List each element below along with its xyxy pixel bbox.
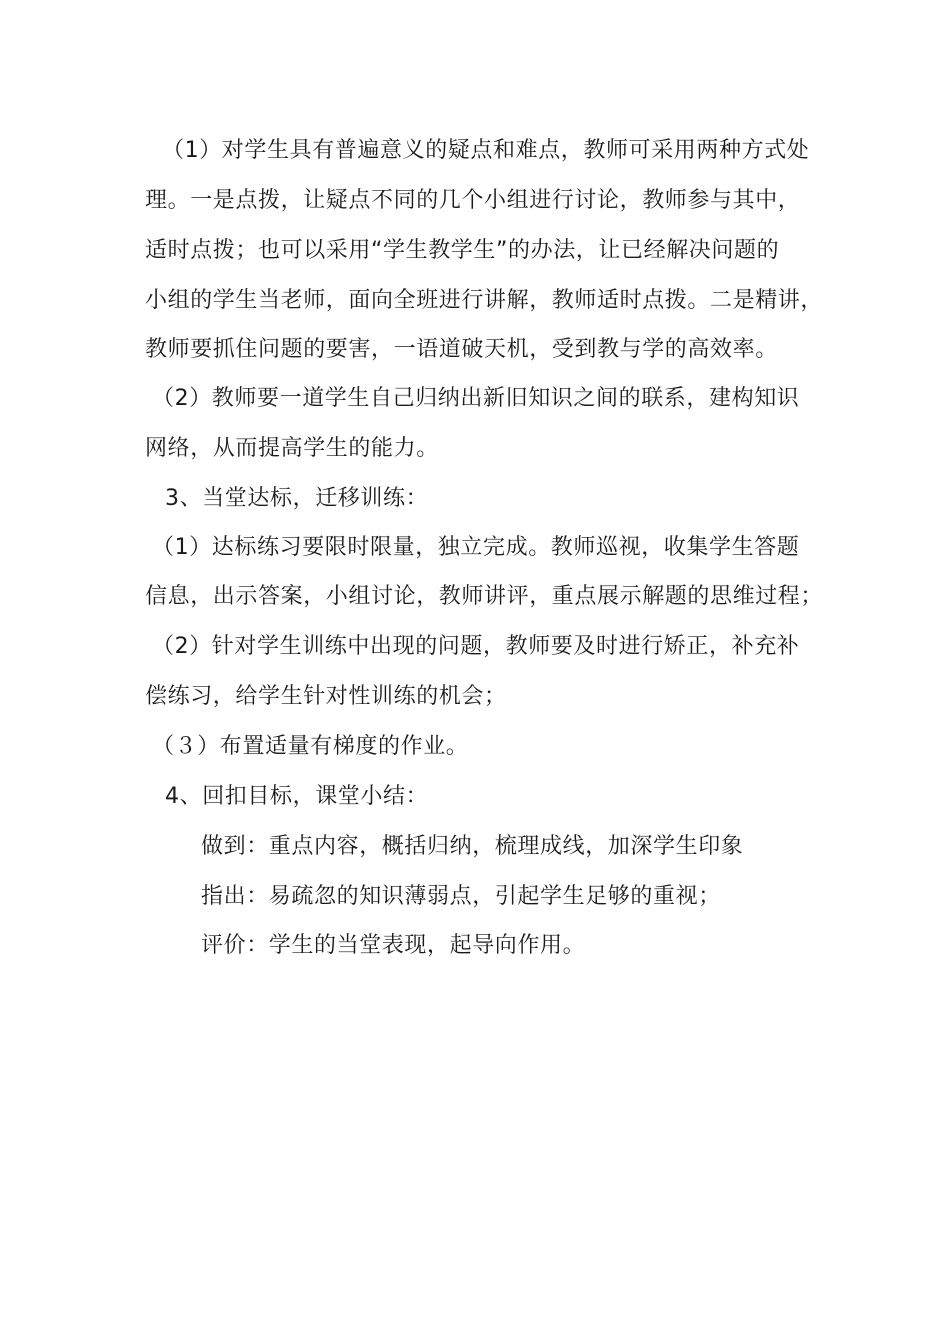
paragraph-line: 理。一是点拨，让疑点不同的几个小组进行讨论，教师参与其中，	[145, 188, 801, 213]
section-heading: 3、当堂达标，迁移训练：	[165, 486, 429, 511]
paragraph-line: 小组的学生当老师，面向全班进行讲解，教师适时点拨。二是精讲，	[145, 288, 824, 313]
paragraph-line: （2）针对学生训练中出现的问题，教师要及时进行矫正，补充补	[152, 634, 800, 659]
paragraph-line: （1）达标练习要限时限量，独立完成。教师巡视，收集学生答题	[152, 535, 800, 560]
paragraph-line: 信息，出示答案，小组讨论，教师讲评，重点展示解题的思维过程；	[145, 584, 824, 609]
paragraph-line: 适时点拨；也可以采用“学生教学生”的办法，让已经解决问题的	[145, 238, 780, 263]
paragraph-line: 网络，从而提高学生的能力。	[145, 436, 439, 461]
summary-item: 指出：易疏忽的知识薄弱点，引起学生足够的重视；	[201, 884, 721, 909]
section-heading: 4、回扣目标，课堂小结：	[165, 784, 429, 809]
paragraph-line: （2）教师要一道学生自己归纳出新旧知识之间的联系，建构知识	[152, 386, 800, 411]
paragraph-line: （1）对学生具有普遍意义的疑点和难点，教师可采用两种方式处	[162, 138, 810, 163]
paragraph-line: 教师要抓住问题的要害，一语道破天机，受到教与学的高效率。	[145, 337, 778, 362]
paragraph-line: （３）布置适量有梯度的作业。	[152, 734, 469, 759]
summary-item: 评价：学生的当堂表现，起导向作用。	[201, 933, 586, 958]
paragraph-line: 偿练习，给学生针对性训练的机会；	[145, 684, 507, 709]
summary-item: 做到：重点内容，概括归纳，梳理成线，加深学生印象	[201, 834, 744, 859]
